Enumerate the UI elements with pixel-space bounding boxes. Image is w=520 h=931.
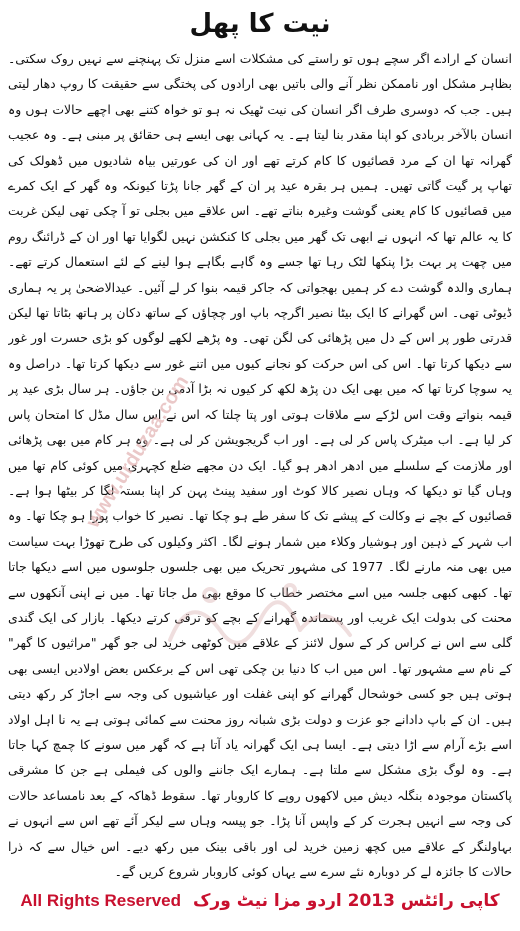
footer (0, 887, 520, 915)
article-body (8, 46, 512, 886)
copyright-text: کاپی رائٹس 2013 اردو مزا نیٹ ورک (193, 891, 500, 911)
article-paragraph-2 (8, 884, 512, 886)
rights-reserved-text: All Rights Reserved (20, 891, 182, 910)
watermark-url: www.urduzaa.com (82, 371, 194, 532)
article-paragraph-1: انسان کے ارادے اگر سچے ہوں تو راستے کی مشکلات اسے منزل تک پہنچنے سے نہیں روک سکتی۔ بظاہر مشکل اور ناممکن نظر آنے والی باتیں بھی ارادوں کی پختگی سے حقیقت کا روپ دھار لیتی ہیں۔ جب کہ دوسری طرف اگر انسان کی نیت ٹھیک نہ ہو تو خواہ کتنے بھی اچھے حالات ہوں وہ انسان بالآخر بربادی کو اپنا مقدر بنا لیتا ہے۔ یہ کہانی بھی ایسے ہی حقائق پر مبنی ہے۔ وہ عجیب گھرانہ تھا ان کے مرد قصائیوں کا کام کرتے تھے اور ان کی عورتیں بیاہ شادیوں میں ڈھولک کی تھاپ پر گیت گاتی تھیں۔ ہمیں ہر بقرہ عید پر ان کے گھر جانا پڑتا کیونکہ وہ گھر کے ایک کمرے میں قصائیوں کا کام یعنی گوشت وغیرہ بناتے تھے۔ اس علاقے میں بجلی تو آ چکی تھی لیکن غربت کا یہ عالم تھا کہ انہوں نے ابھی تک گھر میں بجلی کا کنکشن نہیں لگوایا تھا اور ان کے ڈرائنگ روم میں چھت پر بہت بڑا پنکھا لٹک رہا تھا جسے وہ گاہے بگاہے ہوا لینے کے لئے استعمال کرتے تھے۔ ہماری والدہ گوشت دے کر ہمیں بھجواتی کہ جاکر قیمہ بنوا کر لے آئیں۔ عیدالاضحیٰ پر یہ ہماری ڈیوٹی تھی۔ اس گھرانے کا ایک بیٹا نصیر اگرچہ باپ اور چچاؤں کے ساتھ دکان پر ہاتھ بٹاتا تھا لیکن قدرتی طور پر اس کے دل میں پڑھائی کی لگن تھی۔ وہ پڑھے لکھے لوگوں کو بڑی حسرت اور غور سے دیکھا کرتا تھا۔ اس کی اس حرکت کو نجانے کیوں میں اتنے غور سے دیکھا کرتا تھا۔ دراصل وہ یہ سوچا کرتا تھا کہ میں بھی ایک دن پڑھ لکھ کر کیوں نہ بڑا آدمی بن جاؤں۔ ہر سال بڑی عید پر قیمہ بنواتے وقت اس لڑکے سے ملاقات ہوتی اور پتا چلتا کہ اس نے اس سال مڈل کا امتحان پاس کر لیا ہے۔ اب میٹرک پاس کر لی ہے۔ اور اب گریجویشن کر لی ہے۔ وہ ہر کام میں بھی پڑھائی اور ملازمت کے سلسلے میں ادھر ادھر ہو گیا۔ ایک دن مجھے ضلع کچہری میں کوئی کام تھا میں وہاں گیا تو دیکھا کہ وہاں نصیر کالا کوٹ اور سفید پینٹ پہن کر اپنا بستہ لگا کر بیٹھا ہوا ہے۔ قصائیوں کے بچے نے وکالت کے پیشے تک کا سفر طے ہو چکا تھا۔ نصیر کا خواب پورا ہو چکا تھا۔ وہ اب شہر کے ذہین اور ہوشیار وکلاء میں شمار ہونے لگا۔ اکثر وکیلوں کی طرح تھوڑا بہت سیاست میں بھی منہ مارنے لگا۔ 1977 کی مشہور تحریک میں بھی جلسوں جلوسوں میں اسے دیکھا جاتا تھا۔ کبھی کبھی جلسہ میں اسے مختصر خطاب کا موقع بھی مل جاتا تھا۔ میں نے اپنی آنکھوں سے محنت کی بدولت ایک غریب اور پسماندہ گھرانے کے بچے کو ترقی کرتے دیکھا۔ بازار کی ایک گندی گلی سے اس نے کراس کر کے سول لائنز کے علاقے میں کوٹھی خرید لی جو گھر "مراثیوں کا گھر" کے نام سے مشہور تھا۔ اس میں اب کا دنیا بن چکی تھی اس کے برعکس بعض اولادیں ایسی بھی ہوتی ہیں جو کسی خوشحال گھرانے کو اپنی غفلت اور عیاشیوں کی وجہ سے اجاڑ کر رکھ دیتی ہیں۔ ان کے باپ دادانے جو عزت و دولت بڑی شبانہ روز محنت سے کمائی ہوتی ہے یہ نا اہل اولاد اسے بڑے آرام سے اڑا دیتی ہے۔ ایسا ہی ایک گھرانہ یاد آتا ہے کہ گھر میں سونے کا چمچ کہا جاتا ہے۔ وہ لوگ بڑی مشکل سے ملتا ہے۔ ہمارے ایک جاننے والوں کی فیملی ہے جن کا مشرقی پاکستان موجودہ بنگلہ دیش میں لاکھوں روپے کا کاروبار تھا۔ سقوط ڈھاکہ کے بعد نامساعد حالات کی وجہ سے انہیں ہجرت کر کے واپس آنا پڑا۔ جو پیسہ وہاں سے لیکر آئے تھے اس سے انہوں نے بہاولنگر کے علاقے میں کچھ زمین خرید لی اور باقی بینک میں رکھ دیے۔ اس خیال سے کہ ذرا حالات کا جائزہ لے کر دوبارہ نئے سرے سے یہاں کوئی کاروبار شروع کریں گے۔ (8, 51, 512, 879)
article-title: نیت کا پھل (189, 9, 331, 39)
